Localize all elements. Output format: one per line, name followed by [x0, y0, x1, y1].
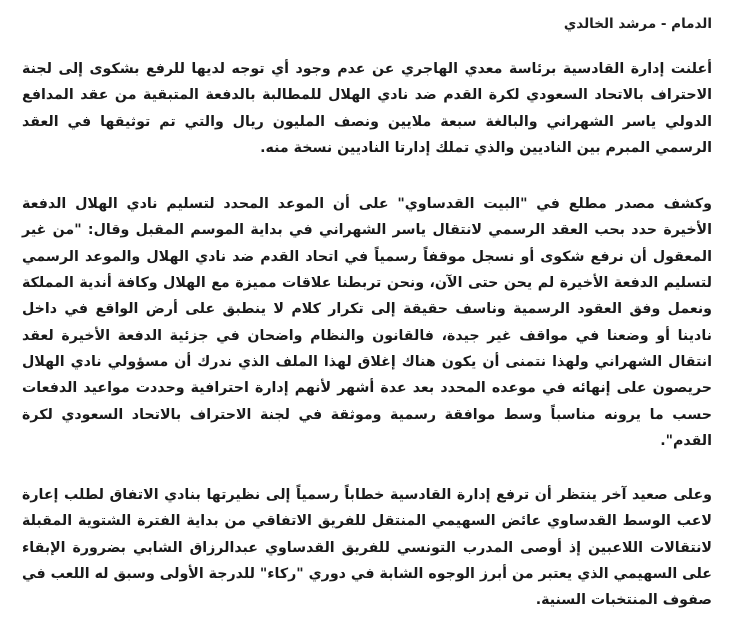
article-byline: الدمام - مرشد الخالدي	[563, 16, 712, 32]
article-paragraph-2: وكشف مصدر مطلع في "البيت القدساوي" على أن الموعد المحدد لتسليم نادي الهلال الدفعة الأخيرة حدد بحب العقد الرسمي لانتقال ياسر الشهراني في بداية الموسم المقبل وقال: "من غير المعقول أن نرفع شكوى أو نسجل موقفاً رسمياً في اتحاد القدم ضد نادي الهلال والموعد الرسمي لتسليم الدفعة الأخيرة لم يحن حتى الآن، ونحن تربطنا علاقات مميزة مع الهلال وكافة أندية المملكة ونعمل وفق العقود الرسمية وناسف حقيقة إلى تكرار كلام لا ينطبق على أرض الواقع في داخل نادينا أو وضعنا في مواقف غير جيدة، فالقانون والنظام واضحان في جزئية الدفعة الأخيرة لعقد انتقال الشهراني ولهذا نتمنى أن يكون هناك إغلاق لهذا الملف الذي ندرك أن مسؤولي نادي الهلال حريصون على إنهائه في موعده المحدد بعد عدة أشهر لأنهم إدارة احترافية وحددت مواعيد الدفعات حسب ما يرونه مناسباً وسط موافقة رسمية وموثقة في لجنة الاحتراف بالاتحاد السعودي لكرة القدم".	[22, 196, 712, 449]
article-paragraph-3: وعلى صعيد آخر ينتظر أن ترفع إدارة القادسية خطاباً رسمياً إلى نظيرتها بنادي الاتفاق لطلب إعارة لاعب الوسط القدساوي عائض السهيمي المنتقل للفريق الاتفاقي من بداية الفترة الشتوية المقبلة لانتقالات اللاعبين إذ أوصى المدرب التونسي للفريق القدساوي عبدالرزاق الشابي بضرورة الإبقاء على السهيمي الذي يعتبر من أبرز الوجوه الشابة في دوري "ركاء" للدرجة الأولى وسبق له اللعب في صفوف المنتخبات السنية.	[22, 487, 712, 609]
article-paragraph-1: أعلنت إدارة القادسية برئاسة معدي الهاجري عن عدم وجود أي توجه لديها للرفع بشكوى إلى لجنة الاحتراف بالاتحاد السعودي لكرة القدم ضد نادي الهلال للمطالبة بالدفعة المتبقية من عقد المدافع الدولي ياسر الشهراني والبالغة سبعة ملايين ونصف المليون ريال والتي تم توثيقها في العقد الرسمي المبرم بين الناديين والذي تملك إدارتا الناديين نسخة منه.	[22, 61, 712, 156]
